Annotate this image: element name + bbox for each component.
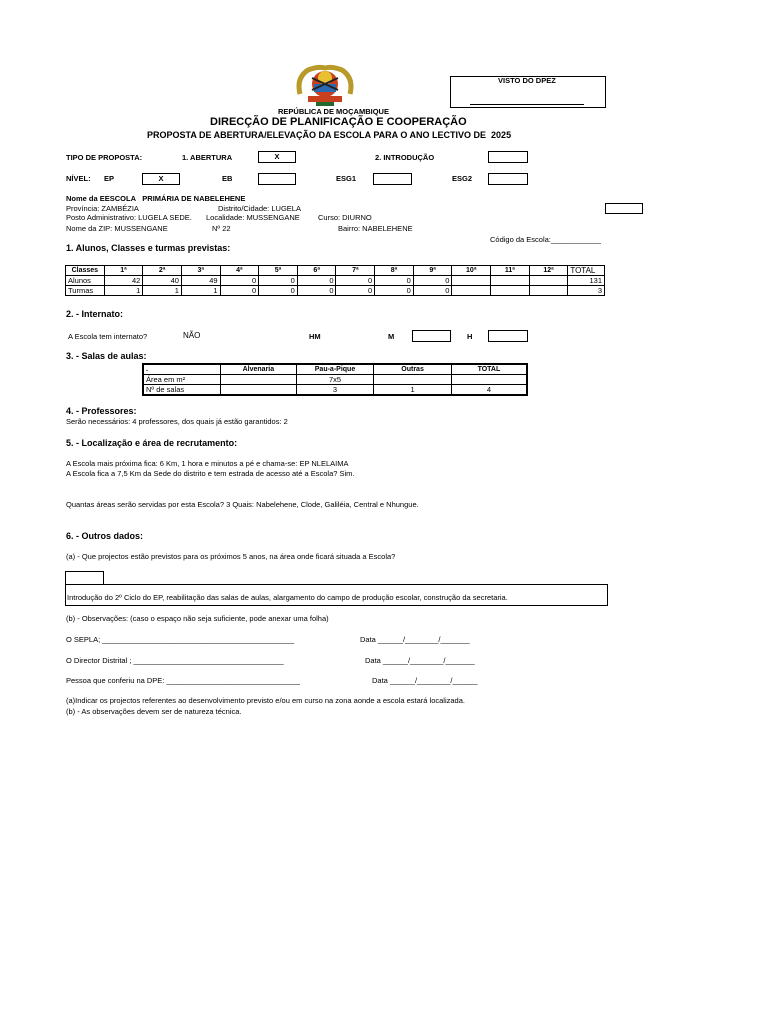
proposal-title — [147, 130, 511, 140]
observations-label: (b) - Observações: (caso o espaço não seja suficiente, pode anexar uma folha) — [66, 614, 329, 623]
internato-answer: NÃO — [183, 331, 201, 340]
label-m: M — [388, 332, 395, 341]
checker-signature: Pessoa que conferiu na DPE: ________________________________ — [66, 676, 300, 685]
students-cell[interactable]: 0 — [259, 276, 298, 286]
classrooms-cell[interactable] — [451, 374, 527, 384]
classrooms-row — [143, 384, 527, 395]
section3-title: 3. - Salas de aulas: — [66, 351, 147, 361]
direction-title: DIRECÇÃO DE PLANIFICAÇÃO E COOPERAÇÃO — [210, 116, 467, 128]
students-header-cell: 6ª — [297, 266, 336, 276]
students-header-cell: 11ª — [491, 266, 530, 276]
option-abertura: 1. ABERTURA — [182, 153, 233, 162]
label-hm: HM — [309, 332, 321, 341]
school-name-label: Nome da EESCOLA — [66, 194, 137, 203]
esg1-checkbox[interactable] — [373, 173, 412, 185]
classrooms-row-label: Área em m² — [143, 374, 221, 384]
students-cell[interactable]: 40 — [143, 276, 182, 286]
level-esg1: ESG1 — [336, 174, 357, 183]
abertura-checkbox[interactable] — [258, 151, 296, 163]
section2-title: 2. - Internato: — [66, 309, 124, 319]
h-input-box[interactable] — [488, 330, 528, 342]
students-cell[interactable]: 42 — [104, 276, 143, 286]
students-cell[interactable]: 49 — [181, 276, 220, 286]
nearest-school: A Escola mais próxima fica: 6 Km, 1 hora e minutos a pé e chama-se: EP NLELAIMA — [66, 459, 349, 468]
footnote-a: (a)Indicar os projectos referentes ao desenvolvimento previsto e/ou em curso na zona aonde a escola estará localizada. — [66, 696, 465, 705]
students-cell[interactable]: 131 — [568, 276, 605, 286]
school-number: Nº 22 — [212, 224, 231, 233]
section4-title: 4. - Professores: — [66, 406, 137, 416]
students-cell[interactable] — [491, 276, 530, 286]
ep-mark: X — [158, 174, 164, 183]
posto-administrativo: Posto Administrativo: LUGELA SEDE. — [66, 213, 192, 222]
students-header-cell: 3ª — [181, 266, 220, 276]
students-cell[interactable]: 0 — [336, 286, 375, 296]
school-name: PRIMÁRIA DE NABELEHENE — [142, 194, 246, 203]
school-name-row — [66, 194, 245, 203]
students-header-cell: 8ª — [375, 266, 414, 276]
classrooms-header-cell: Pau-a-Pique — [296, 364, 374, 374]
proposal-type-label: TIPO DE PROPOSTA: — [66, 153, 143, 162]
footnote-b: (b) - As observações devem ser de natureza técnica. — [66, 707, 242, 716]
classrooms-header-cell: . — [143, 364, 221, 374]
students-cell[interactable] — [529, 276, 568, 286]
students-cell[interactable] — [529, 286, 568, 296]
visto-label: VISTO DO DPEZ — [498, 76, 556, 85]
esg2-checkbox[interactable] — [488, 173, 528, 185]
district-distance: A Escola fica a 7,5 Km da Sede do distrito e tem estrada de acesso até a Escola? Sim. — [66, 469, 355, 478]
classrooms-row — [143, 374, 527, 384]
section5-title: 5. - Localização e área de recrutamento: — [66, 438, 238, 448]
classrooms-cell[interactable]: 1 — [374, 384, 452, 395]
school-code-box[interactable] — [605, 203, 643, 214]
section6-title: 6. - Outros dados: — [66, 531, 144, 541]
classrooms-header-cell: Outras — [374, 364, 452, 374]
students-cell[interactable]: 1 — [143, 286, 182, 296]
students-cell[interactable]: 0 — [220, 286, 259, 296]
director-date: Data ______/________/_______ — [365, 656, 475, 665]
students-header-cell: 4ª — [220, 266, 259, 276]
students-cell[interactable]: 3 — [568, 286, 605, 296]
students-cell[interactable] — [452, 276, 491, 286]
label-h: H — [467, 332, 473, 341]
classrooms-cell[interactable]: 7x5 — [296, 374, 374, 384]
classrooms-table — [142, 363, 528, 396]
section1-title: 1. Alunos, Classes e turmas previstas: — [66, 243, 231, 253]
students-cell[interactable]: 0 — [413, 286, 452, 296]
students-row-label: Turmas — [66, 286, 105, 296]
ep-checkbox[interactable] — [142, 173, 180, 185]
students-cell[interactable]: 1 — [181, 286, 220, 296]
course: Curso: DIURNO — [318, 213, 372, 222]
answer-a-box[interactable] — [65, 584, 608, 606]
sepla-date: Data ______/________/_______ — [360, 635, 470, 644]
classrooms-header-cell: Alvenaria — [221, 364, 297, 374]
director-signature: O Director Distrital ; ____________________________________ — [66, 656, 284, 665]
mozambique-emblem — [294, 64, 356, 106]
classrooms-cell[interactable]: 4 — [451, 384, 527, 395]
students-cell[interactable] — [452, 286, 491, 296]
students-cell[interactable]: 0 — [413, 276, 452, 286]
checker-date: Data ______/________/______ — [372, 676, 478, 685]
classrooms-header-row — [143, 364, 527, 374]
teachers-text: Serão necessários: 4 professores, dos quais já estão garantidos: 2 — [66, 417, 288, 426]
students-table — [65, 265, 605, 296]
classrooms-cell[interactable] — [374, 374, 452, 384]
zip-name: Nome da ZIP: MUSSENGANE — [66, 224, 168, 233]
students-cell[interactable]: 1 — [104, 286, 143, 296]
classrooms-cell[interactable] — [221, 384, 297, 395]
students-cell[interactable]: 0 — [375, 276, 414, 286]
answer-a-tab — [65, 571, 104, 585]
classrooms-row-label: Nº de salas — [143, 384, 221, 395]
students-header-cell: 7ª — [336, 266, 375, 276]
students-cell[interactable]: 0 — [297, 276, 336, 286]
students-row — [66, 276, 605, 286]
students-header-cell: 2ª — [143, 266, 182, 276]
classrooms-cell[interactable]: 3 — [296, 384, 374, 395]
students-header-cell: TOTAL — [568, 266, 605, 276]
internato-question: A Escola tem internato? — [68, 332, 148, 341]
level-ep: EP — [104, 174, 115, 183]
answer-a-text: Introdução do 2º Ciclo do EP, reabilitação das salas de aulas, alargamento do campo de produção escolar, construção da secretaria. — [67, 593, 508, 602]
classrooms-cell[interactable] — [221, 374, 297, 384]
proposal-title-text: PROPOSTA DE ABERTURA/ELEVAÇÃO DA ESCOLA PARA O ANO LECTIVO DE — [147, 130, 487, 140]
students-header-cell: Classes — [66, 266, 105, 276]
sepla-signature: O SEPLA; ______________________________________________ — [66, 635, 295, 644]
students-row — [66, 286, 605, 296]
option-introducao: 2. INTRODUÇÃO — [375, 153, 435, 162]
students-row-label: Alunos — [66, 276, 105, 286]
proposal-year: 2025 — [491, 130, 512, 140]
eb-checkbox[interactable] — [258, 173, 296, 185]
m-input-box[interactable] — [412, 330, 451, 342]
level-label: NÍVEL: — [66, 174, 91, 183]
school-code: Código da Escola:____________ — [490, 235, 601, 244]
students-cell[interactable]: 0 — [336, 276, 375, 286]
students-header-cell: 1ª — [104, 266, 143, 276]
level-eb: EB — [222, 174, 233, 183]
students-cell[interactable]: 0 — [375, 286, 414, 296]
question-a: (a) - Que projectos estão previstos para os próximos 5 anos, na área onde ficará situada a Escola? — [66, 552, 396, 561]
level-esg2: ESG2 — [452, 174, 473, 183]
bairro: Bairro: NABELEHENE — [338, 224, 413, 233]
republic-title: REPÚBLICA DE MOÇAMBIQUE — [278, 107, 389, 116]
abertura-mark: X — [274, 152, 280, 161]
students-cell[interactable] — [491, 286, 530, 296]
students-cell[interactable]: 0 — [297, 286, 336, 296]
visto-signature-line — [470, 104, 584, 105]
students-cell[interactable]: 0 — [259, 286, 298, 296]
students-header-cell: 10ª — [452, 266, 491, 276]
locality: Localidade: MUSSENGANE — [206, 213, 300, 222]
district: Distrito/Cidade: LUGELA — [218, 204, 301, 213]
students-header-row — [66, 266, 605, 276]
students-header-cell: 12ª — [529, 266, 568, 276]
served-areas: Quantas áreas serão servidas por esta Escola? 3 Quais: Nabelehene, Clode, Galiléia, Central e Nhungue. — [66, 500, 419, 509]
province: Província: ZAMBÉZIA — [66, 204, 139, 213]
students-cell[interactable]: 0 — [220, 276, 259, 286]
classrooms-header-cell: TOTAL — [451, 364, 527, 374]
introducao-checkbox[interactable] — [488, 151, 528, 163]
students-header-cell: 5ª — [259, 266, 298, 276]
students-header-cell: 9ª — [413, 266, 452, 276]
